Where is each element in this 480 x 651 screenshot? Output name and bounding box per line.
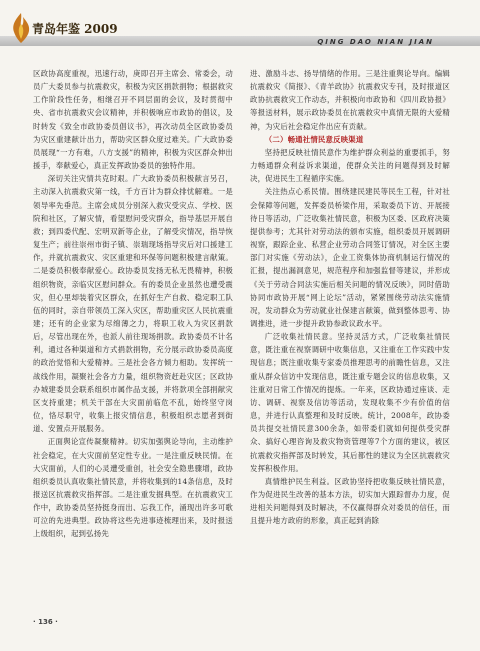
header-pinyin: QING DAO NIAN JIAN (317, 38, 434, 46)
paragraph: 进、激励斗志、扬导情绪的作用。三是注重舆论导向。编辑抗震救灾《简报》、《青羊政协》抗震救灾专刊，及时报道区政协抗震救灾工作动态，并积极向市政协和《四川政协报》等报送材料，展示政协委员在抗震救灾中真情无限的大爱精神，为灾后社会稳定作出应有贡献。 (250, 69, 450, 131)
yearbook-logo (10, 8, 140, 48)
paragraph: 真情维护民生利益。区政协坚持把收集反映社情民意，作为促进民生改善的基本方法，切实加大跟踪督办力度，促进相关问题得到及时解决，不仅赢得群众对委员的信任，而且提升地方政府的形象，真正起到消除 (250, 476, 450, 526)
paragraph: 关注热点心系民情。围绕建民建民等民生工程，针对社会保障等问题，发挥委员桥梁作用，采取委员下访、开展接待日等活动，广泛收集社情民意，积极为区委、区政府决策提供参考；尤其针对劳动法的颁布实施，组织委员开展调研视察，跟踪企业、私营企业劳动合同签订情况，对全区主要部门对实施《劳动法》，企业工资集体协商机制运行情况的汇报，提出漏洞意见，规范程序和加强监督等建议，并形成《关于劳动合同法实施后相关问题的情况反映》，同时借助协同市政协开展“网上论坛”活动，紧紧围绕劳动法实施情况，发动群众为劳动就业社保建言献策，做到整体思考、协调推进，进一步提升政协参政议政水平。 (250, 187, 450, 328)
page-header (0, 0, 480, 50)
paragraph: 深切关注灾情共克时艰。广大政协委员积极献言另召，主动深入抗震救灾第一线，千方百计为群众排忧解难。一是领导率先垂范。主席会成员分别深入救灾受灾点、学校、医院和社区，了解灾情，看望慰问受灾群众，指导基层开展自救；到四委代配、宏明双新等企业，了解受灾情况，指导恢复生产；前往崇州市街子镇、崇瑞现场指导灾后对口援建工作，并就抗震救灾、灾区重建和环保等问题积极建言献策。二是委员积极奉献爱心。政协委员发扬无私无畏精神，积极组织物资，亲临灾区慰问群众。有的委员企业虽然也遭受震灾，但心里却装着灾区群众，在抓好生产自救、稳定职工队伍的同时，亲自带领员工深入灾区，帮助重灾区人民抗震重建；还有的企业家为尽绵薄之力，将职工收入为灾区捐款后，尽管出现在外，也派人前往现场捐款。政协委员不计名利，通过各种渠道和方式捐款捐物，充分展示政协委员高度的政治觉悟和大爱精神。三是社会各方倾力相助。发挥统一战线作用，凝聚社会各方力量，组织物资赶赴灾区；区政协办城建委员会联系组织市属作品支援，并将款项全部捐献灾区支持重建；机关干部在大灾面前临危不乱，始终坚守岗位，恪尽职守，收集上报灾情信息，积极组织志愿者到街道、安置点开展服务。 (33, 174, 233, 434)
paragraph: 坚持把反映社情民意作为维护群众利益的重要抓手，努力畅通群众利益诉求渠道，使群众关注的问题得到及时解决，促进民生工程循序实施。 (250, 147, 450, 184)
paragraph: 正面舆论宣传凝聚精神。切实加强舆论导向，主动维护社会稳定，在大灾面前坚定性专业。一是注重反映民情。在大灾面前，人们的心灵遭受重创，社会安全隐患骤增，政协组织委员认真收集社情民意，并将收集到的14条信息，及时报送区抗震救灾指挥部。二是注重发掘典型。在抗震救灾工作中，政协委员坚持挺身而出、忘我工作，涌现出许多可歌可泣的先进典型。政协将这些先进事迹梳理出来，及时报送上级组织，起到弘扬先 (33, 437, 233, 539)
book-title: 青岛年鉴 2009 (32, 22, 118, 36)
page-number: · 136 · (33, 618, 58, 626)
flame-icon (10, 12, 32, 44)
paragraph: 广泛收集社情民意。坚持灵活方式，广泛收集社情民意，既注重在视察调研中收集信息，又注重在工作实践中发现信息；既注重收集专家委员推理思考的前瞻性信息，又注重从群众信访中发现信息，既注重专题会议的信息收集，又注重对日常工作情况的提炼。一年来，区政协通过座谈、走访、调研、视察及信访等活动，发现收集不少有价值的信息，并进行认真整理和及时反映。统计，2008年，政协委员共提交社情民意300余条，如带委们就如何提供受灾群众、搞好心理咨询及救灾物资管理等7个方面的建议，被区抗震救灾指挥部及时转发，其后都性的建议为全区抗震救灾发挥积极作用。 (250, 332, 450, 473)
paragraph: 区政协高度重视，迅速行动，庚即召开主席会、常委会，动员广大委员参与抗震救灾，积极为灾区捐款捐物；根据救灾工作阶段性任务，相继召开不同层面的会议，及时贯彻中央、省市抗震救灾会议精神，并积极响应市政协的倡议，及时转发《致全市政协委员倡议书》，再次动员全区政协委员为灾区重建献计出力，帮助灾区群众度过难关。广大政协委员展现“一方有难，八方支援”的精神，积极为灾区群众伸出援手，奉献爱心，真正发挥政协委员的独特作用。 (33, 69, 233, 171)
section-heading: （二）畅通社情民意反映渠道 (264, 134, 364, 144)
right-column (250, 67, 450, 527)
left-column (33, 67, 233, 541)
